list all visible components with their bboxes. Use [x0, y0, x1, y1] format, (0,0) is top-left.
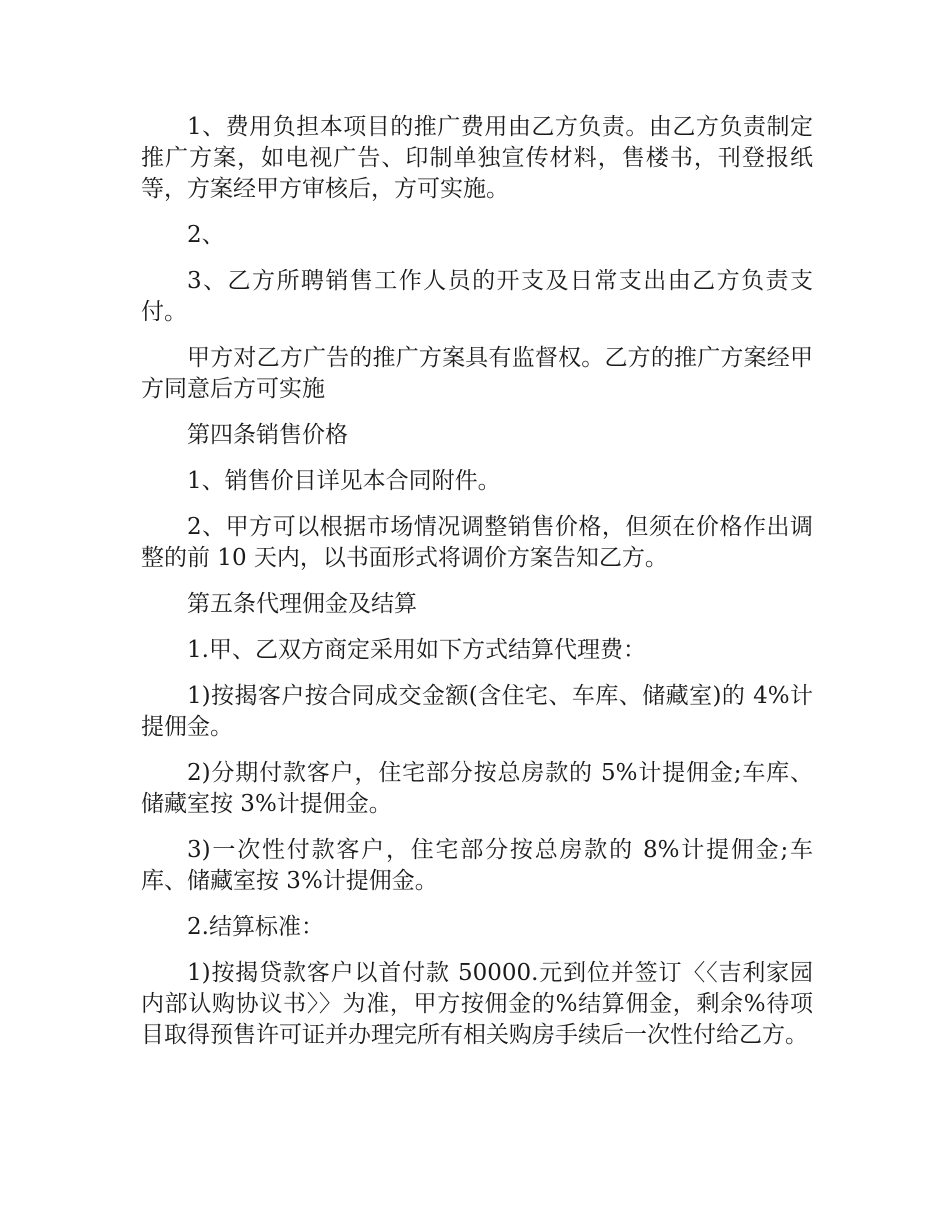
paragraph-price-list: 1、销售价目详见本合同附件。 — [187, 468, 501, 494]
paragraph-price-adjustment: 2、甲方可以根据市场情况调整销售价格，但须在价格作出调整的前 10 天内，以书面形式将调价方案告知乙方。 — [141, 514, 813, 571]
paragraph-staff-expenses: 3、乙方所聘销售工作人员的开支及日常支出由乙方负责支付。 — [141, 268, 813, 325]
section-heading-commission: 第五条代理佣金及结算 — [187, 591, 417, 617]
paragraph-settlement-method: 1.甲、乙双方商定采用如下方式结算代理费： — [187, 637, 646, 663]
paragraph-mortgage-commission: 1)按揭客户按合同成交金额(含住宅、车库、储藏室)的 4%计提佣金。 — [141, 683, 813, 740]
paragraph-supervision-right: 甲方对乙方广告的推广方案具有监督权。乙方的推广方案经甲方同意后方可实施 — [141, 345, 813, 402]
paragraph-item-2: 2、 — [187, 222, 225, 248]
paragraph-settlement-standard: 2.结算标准： — [187, 914, 324, 940]
document-body — [141, 112, 813, 1066]
paragraph-expense-burden: 1、费用负担本项目的推广费用由乙方负责。由乙方负责制定推广方案，如电视广告、印制单独宣传材料，售楼书，刊登报纸等，方案经甲方审核后，方可实施。 — [141, 114, 813, 202]
paragraph-lump-sum-commission: 3)一次性付款客户，住宅部分按总房款的 8%计提佣金;车库、储藏室按 3%计提佣金。 — [141, 837, 813, 894]
section-heading-sales-price: 第四条销售价格 — [187, 422, 348, 448]
paragraph-mortgage-settlement: 1)按揭贷款客户以首付款 50000.元到位并签订〈〈吉利家园内部认购协议书〉〉为准，甲方按佣金的%结算佣金，剩余%待项目取得预售许可证并办理完所有相关购房手续后一次性付给乙方。 — [141, 960, 813, 1048]
paragraph-installment-commission: 2)分期付款客户，住宅部分按总房款的 5%计提佣金;车库、储藏室按 3%计提佣金。 — [141, 760, 813, 817]
